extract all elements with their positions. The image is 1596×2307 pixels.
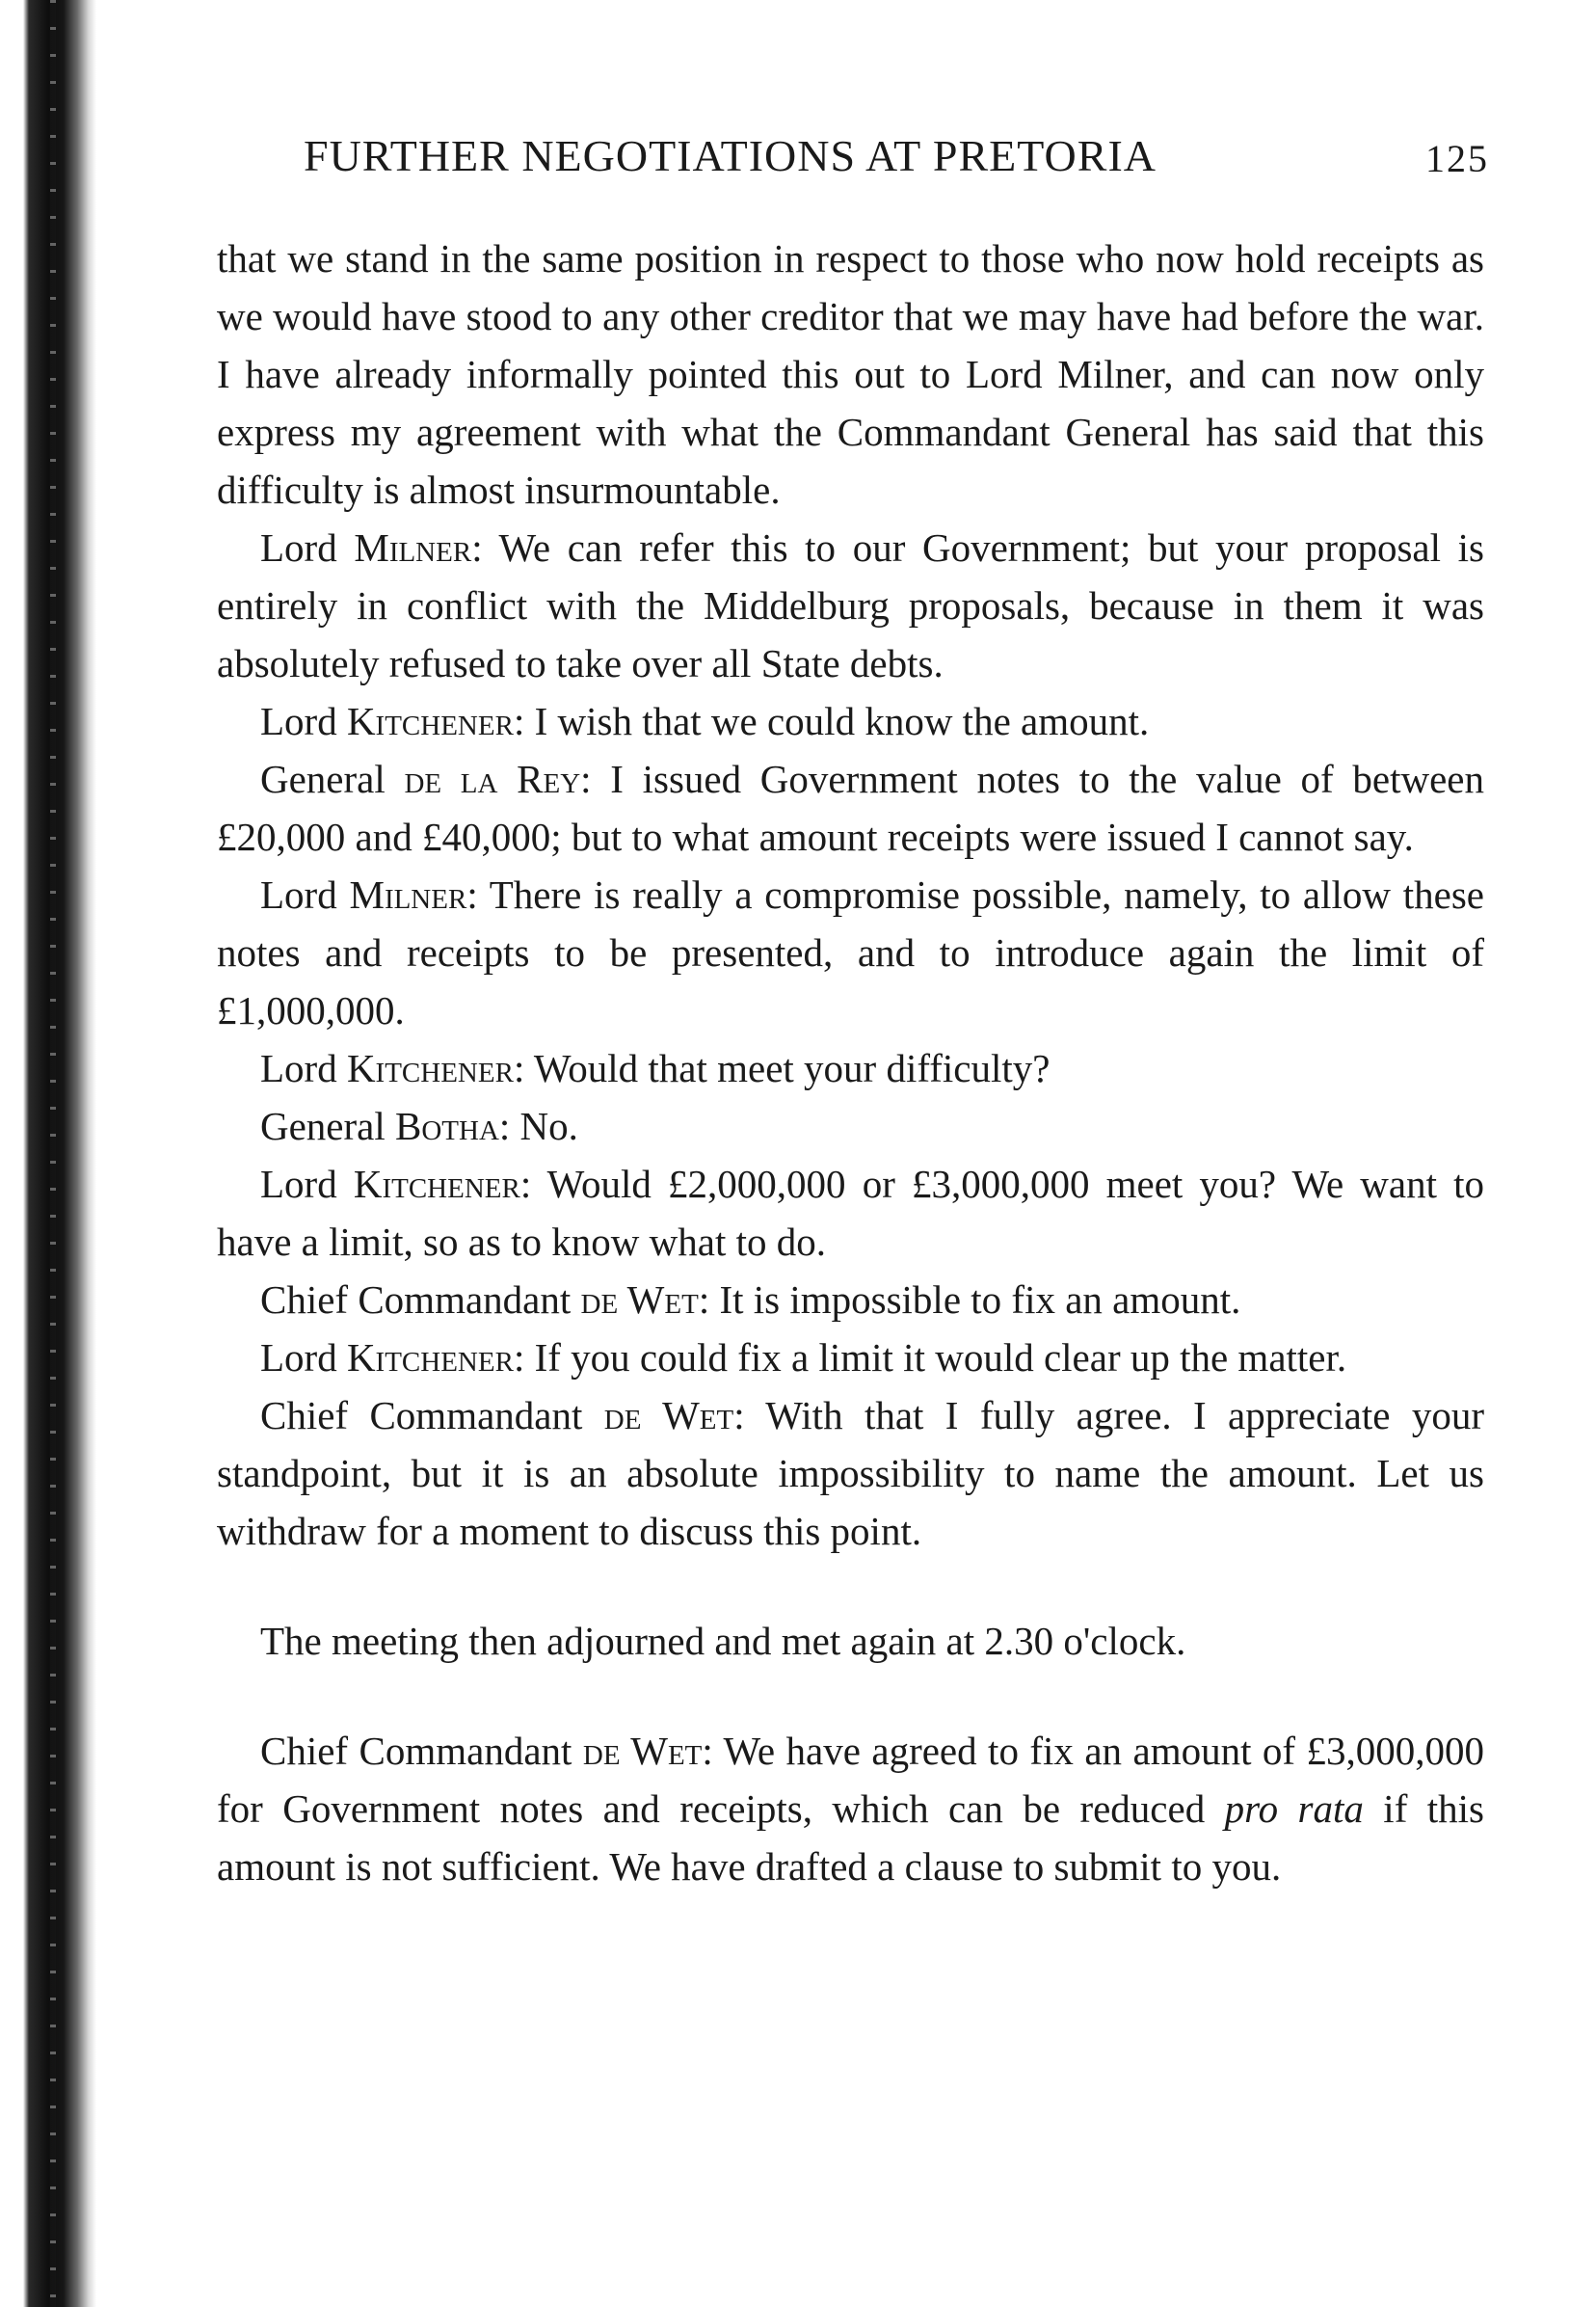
speaker-title: Lord [260, 1046, 337, 1090]
speaker-title: Lord [260, 1162, 337, 1206]
page-number: 125 [1425, 137, 1489, 180]
speaker-title: Chief Commandant [260, 1393, 583, 1437]
speaker-name: de Wet [580, 1277, 699, 1322]
speech-text: if this amount is not sufficient. We have drafted a clause to submit to you. [217, 1786, 1485, 1889]
speech-paragraph [217, 1386, 1484, 1560]
speech-paragraph [217, 1722, 1484, 1895]
speech-text: : It is impossible to fix an amount. [698, 1277, 1241, 1322]
running-title: FURTHER NEGOTIATIONS AT PRETORIA [304, 131, 1157, 180]
speaker-title: Lord [260, 872, 337, 917]
italic-phrase: pro rata [1224, 1786, 1364, 1831]
speaker-title: Lord [260, 699, 337, 743]
speech-text: : I issued Government notes to the value of between £20,000 and £40,000; but to what amount receipts were issued I cannot say. [217, 757, 1484, 859]
speech-text: : We can refer this to our Government; but your proposal is entirely in conflict with the Middelburg proposals, because in them it was absolutely refused to take over all State debts. [217, 525, 1485, 685]
speech-paragraph [217, 519, 1484, 692]
speaker-name: Botha [395, 1104, 499, 1148]
speech-text: : There is really a compromise possible, namely, to allow these notes and receipts to be presented, and to introduce again the limit of £1,000,000. [217, 872, 1484, 1033]
speaker-name: Milner [349, 872, 467, 917]
speaker-name: de Wet [582, 1729, 703, 1773]
speech-paragraph [217, 1271, 1484, 1328]
speech-paragraph [217, 692, 1484, 750]
speaker-name: Kitchener [346, 699, 514, 743]
speech-text: : With that I fully agree. I appreciate your standpoint, but it is an absolute impossibility to name the amount. Let us withdraw for a moment to discuss this point. [217, 1393, 1484, 1553]
speaker-name: Kitchener [353, 1162, 520, 1206]
speech-paragraph [217, 1328, 1484, 1386]
adjournment-note: The meeting then adjourned and met again at 2.30 o'clock. [260, 1619, 1186, 1663]
speech-text: : I wish that we could know the amount. [513, 699, 1150, 743]
speaker-title: Chief Commandant [260, 1729, 572, 1773]
speaker-title: Lord [260, 525, 337, 570]
speech-paragraph [217, 1039, 1484, 1097]
page-body [217, 229, 1484, 1895]
speech-paragraph [217, 866, 1484, 1039]
speaker-name: Milner [354, 525, 472, 570]
speech-paragraph [217, 1097, 1484, 1155]
running-header [304, 130, 1489, 188]
speech-text: : No. [498, 1104, 578, 1148]
speech-text: : If you could fix a limit it would clear up the matter. [513, 1335, 1347, 1380]
speech-paragraph [217, 1155, 1484, 1271]
speaker-title: General [260, 757, 386, 801]
book-spine-shadow [0, 0, 96, 2307]
speech-paragraph [217, 750, 1484, 866]
speaker-name: Kitchener [346, 1335, 514, 1380]
speaker-name: de la Rey [404, 757, 581, 801]
speaker-title: Lord [260, 1335, 337, 1380]
speech-text: : Would £2,000,000 or £3,000,000 meet you? We want to have a limit, so as to know what to do. [217, 1162, 1484, 1264]
speaker-name: de Wet [603, 1393, 734, 1437]
speech-text: : Would that meet your difficulty? [513, 1046, 1051, 1090]
speaker-name: Kitchener [346, 1046, 514, 1090]
speaker-title: Chief Commandant [260, 1277, 572, 1322]
speech-text: : We have agreed to fix an amount of £3,000,000 for Government notes and receipts, which can be reduced [217, 1729, 1485, 1831]
paragraph: that we stand in the same position in respect to those who now hold receipts as we would have stood to any other creditor that we may have had before the war. I have already informally pointed this out to Lord Milner, and can now only express my agreement with what the Commandant General has said that this difficulty is almost insurmountable. [217, 236, 1484, 512]
speaker-title: General [260, 1104, 386, 1148]
